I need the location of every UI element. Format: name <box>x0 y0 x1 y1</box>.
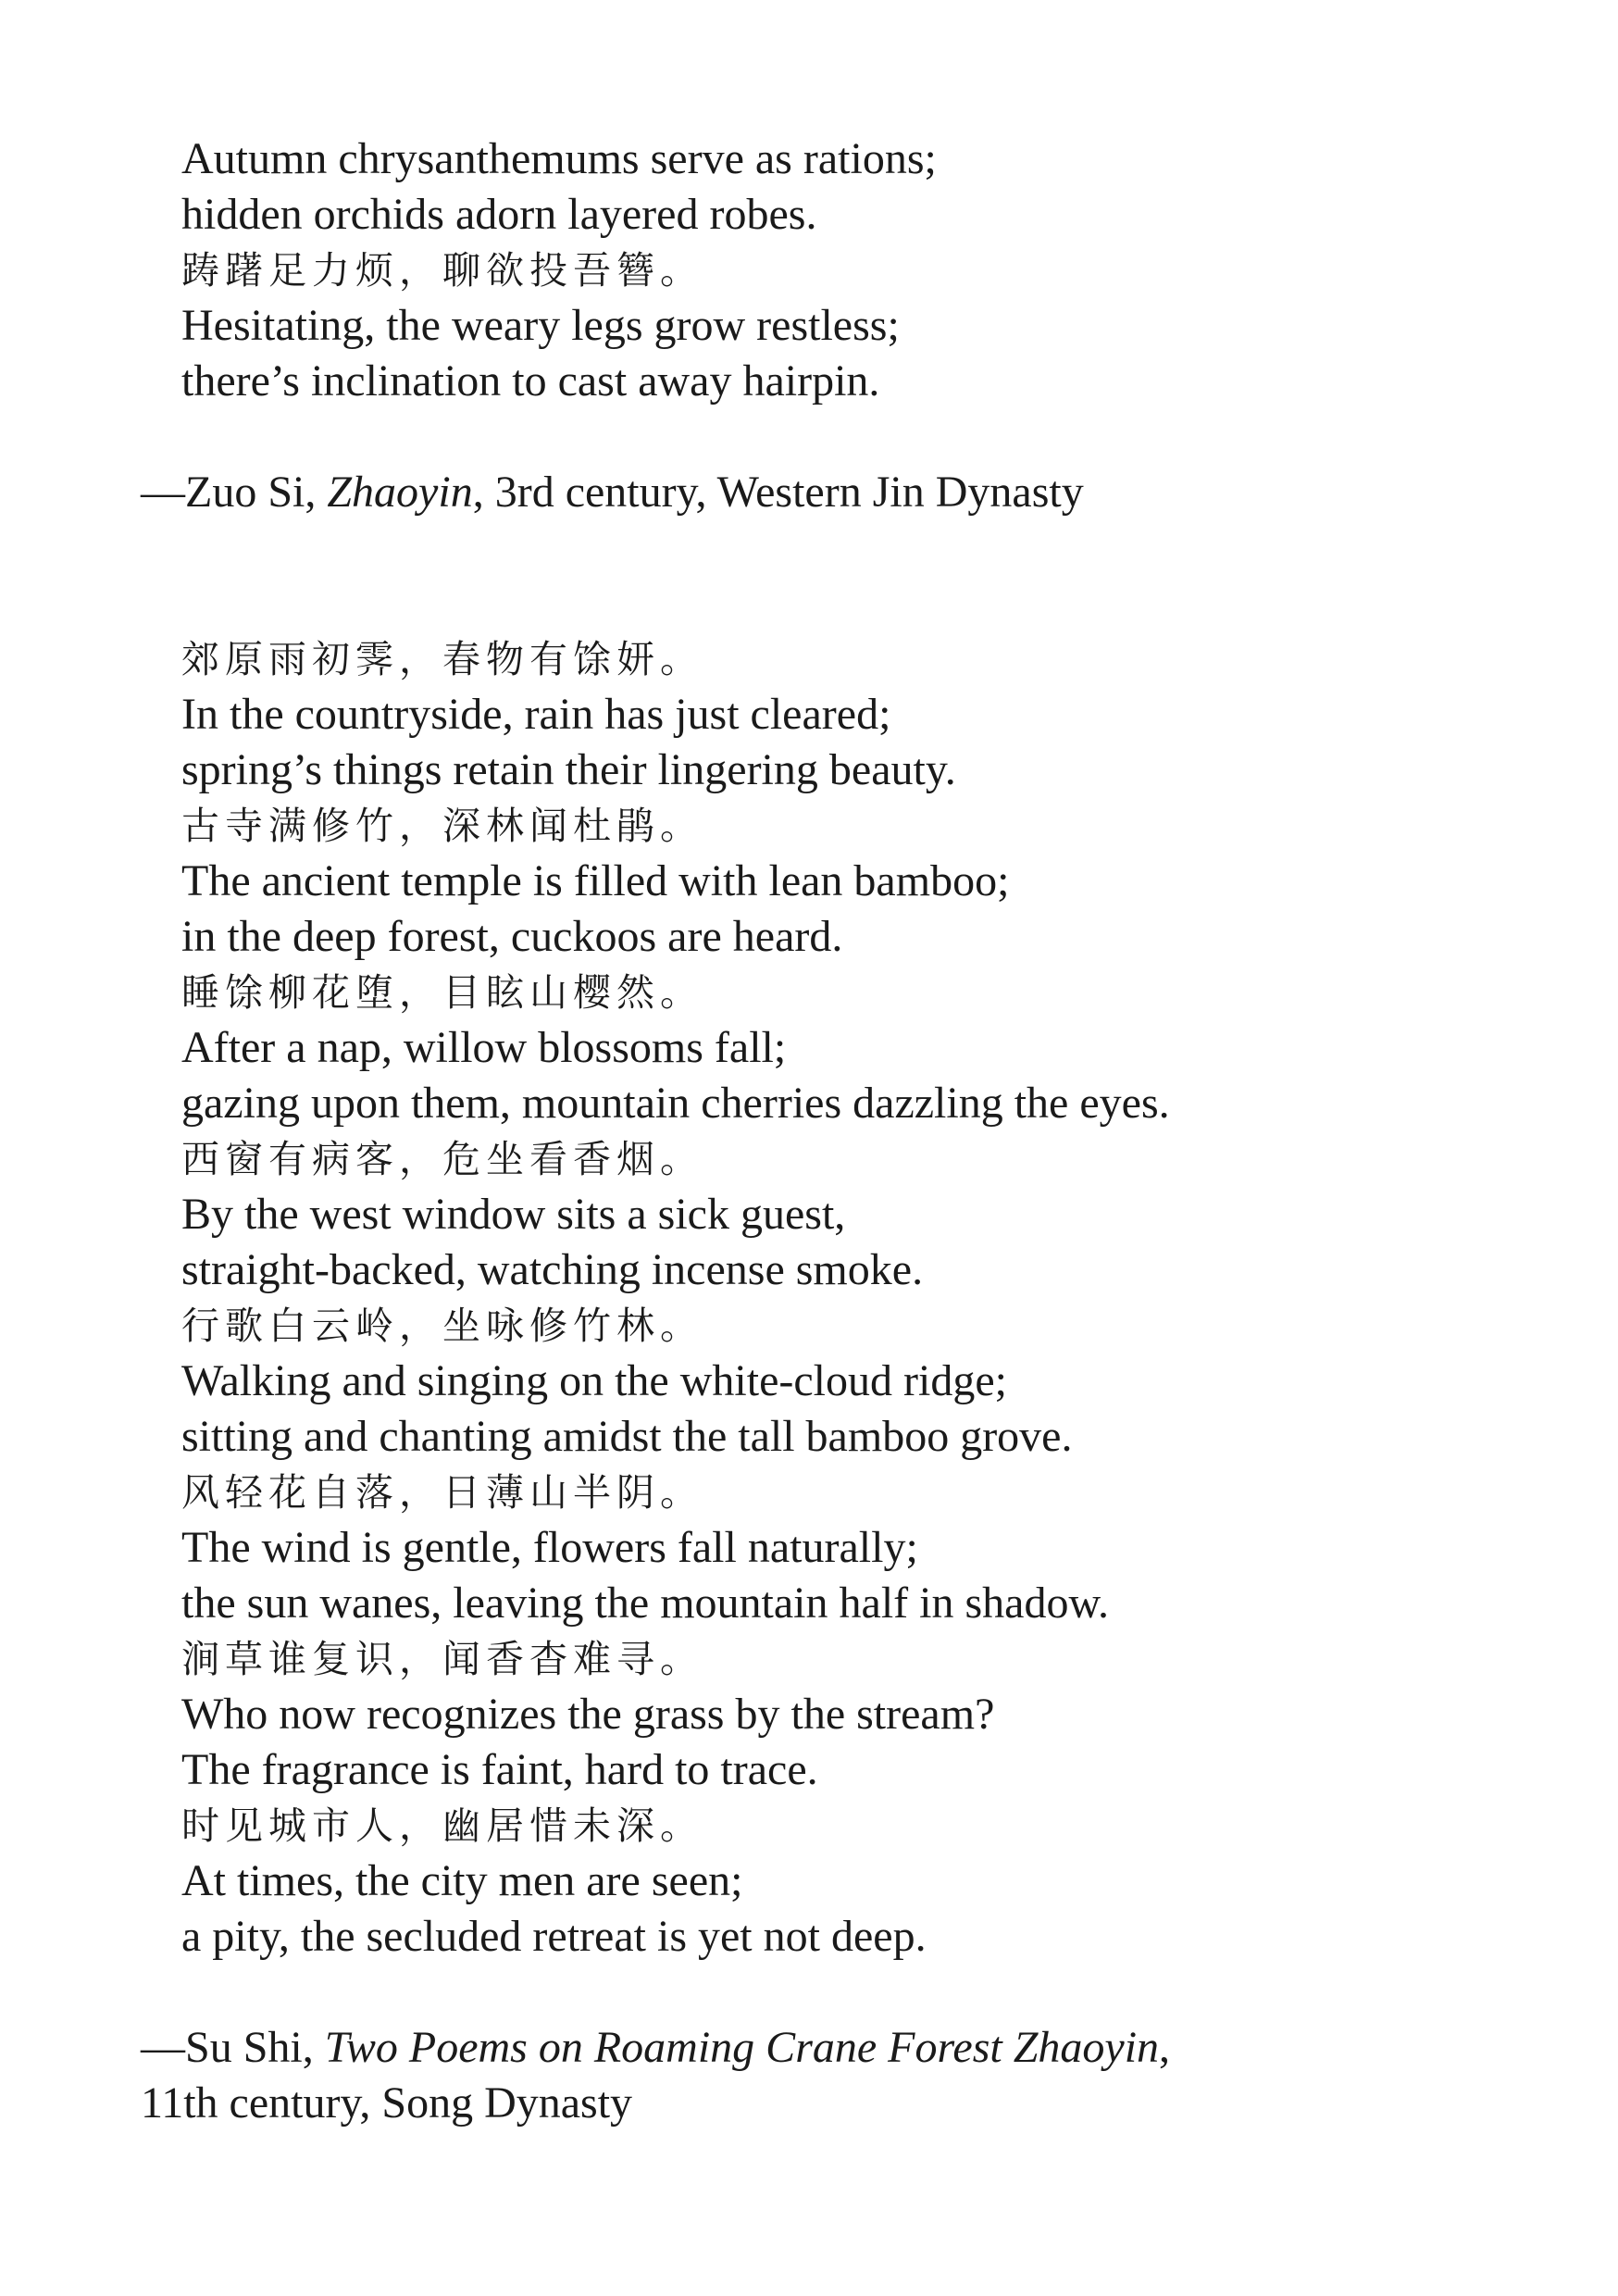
poem-line: Hesitating, the weary legs grow restless; <box>181 301 900 350</box>
attribution-suffix: , 3rd century, Western Jin Dynasty <box>472 468 1084 517</box>
poem-line-chinese: 踌躇足力烦，聊欲投吾簪。 <box>181 248 703 293</box>
attribution-suffix: , <box>1159 2023 1171 2072</box>
poem-line: By the west window sits a sick guest, <box>181 1190 846 1239</box>
attribution-title: Zhaoyin <box>327 468 473 517</box>
poem-line: The fragrance is faint, hard to trace. <box>181 1745 818 1794</box>
poem-zuo-si <box>181 131 937 409</box>
poem-line: The wind is gentle, flowers fall naturally; <box>181 1523 918 1572</box>
poem-line-chinese: 西窗有病客，危坐看香烟。 <box>181 1137 703 1181</box>
poem-line: sitting and chanting amidst the tall bamboo grove. <box>181 1412 1073 1461</box>
poem-line: in the deep forest, cuckoos are heard. <box>181 912 843 961</box>
poem-line-chinese: 风轻花自落，日薄山半阴。 <box>181 1470 703 1515</box>
poem-line: At times, the city men are seen; <box>181 1856 743 1905</box>
poem-line: the sun wanes, leaving the mountain half in shadow. <box>181 1578 1109 1628</box>
poem-line-chinese: 睡馀柳花堕，目眩山樱然。 <box>181 970 703 1015</box>
attribution-prefix: —Su Shi, <box>141 2023 325 2072</box>
poem-line-chinese: 古寺满修竹，深林闻杜鹃。 <box>181 804 703 848</box>
poem-line: hidden orchids adorn layered robes. <box>181 190 817 239</box>
attribution-title: Two Poems on Roaming Crane Forest Zhaoyin <box>324 2023 1160 2072</box>
poem-line-chinese: 郊原雨初霁，春物有馀妍。 <box>181 637 703 681</box>
attribution-prefix: —Zuo Si, <box>141 468 328 517</box>
poem-line: there’s inclination to cast away hairpin. <box>181 356 880 406</box>
poem-line-chinese: 时见城市人，幽居惜未深。 <box>181 1803 703 1848</box>
poem-line: straight-backed, watching incense smoke. <box>181 1245 924 1294</box>
poem-line: After a nap, willow blossoms fall; <box>181 1023 787 1072</box>
attribution-date: 11th century, Song Dynasty <box>141 2078 633 2128</box>
poem-line: Autumn chrysanthemums serve as rations; <box>181 134 937 183</box>
poem-line: spring’s things retain their lingering beauty. <box>181 745 956 794</box>
poem-line-chinese: 涧草谁复识，闻香杳难寻。 <box>181 1637 703 1681</box>
poem-line: gazing upon them, mountain cherries dazzling the eyes. <box>181 1079 1170 1128</box>
poem-line: a pity, the secluded retreat is yet not deep. <box>181 1912 927 1961</box>
poem-line: The ancient temple is filled with lean bamboo; <box>181 856 1010 905</box>
poem-line: In the countryside, rain has just cleared; <box>181 690 891 739</box>
poem-line-chinese: 行歌白云岭，坐咏修竹林。 <box>181 1304 703 1348</box>
poem-line: Walking and singing on the white-cloud ridge; <box>181 1356 1007 1405</box>
poem-su-shi <box>181 631 1170 1965</box>
attribution-zuo-si <box>141 465 1084 520</box>
attribution-su-shi <box>141 2020 1170 2131</box>
poem-line: Who now recognizes the grass by the stream? <box>181 1690 995 1739</box>
